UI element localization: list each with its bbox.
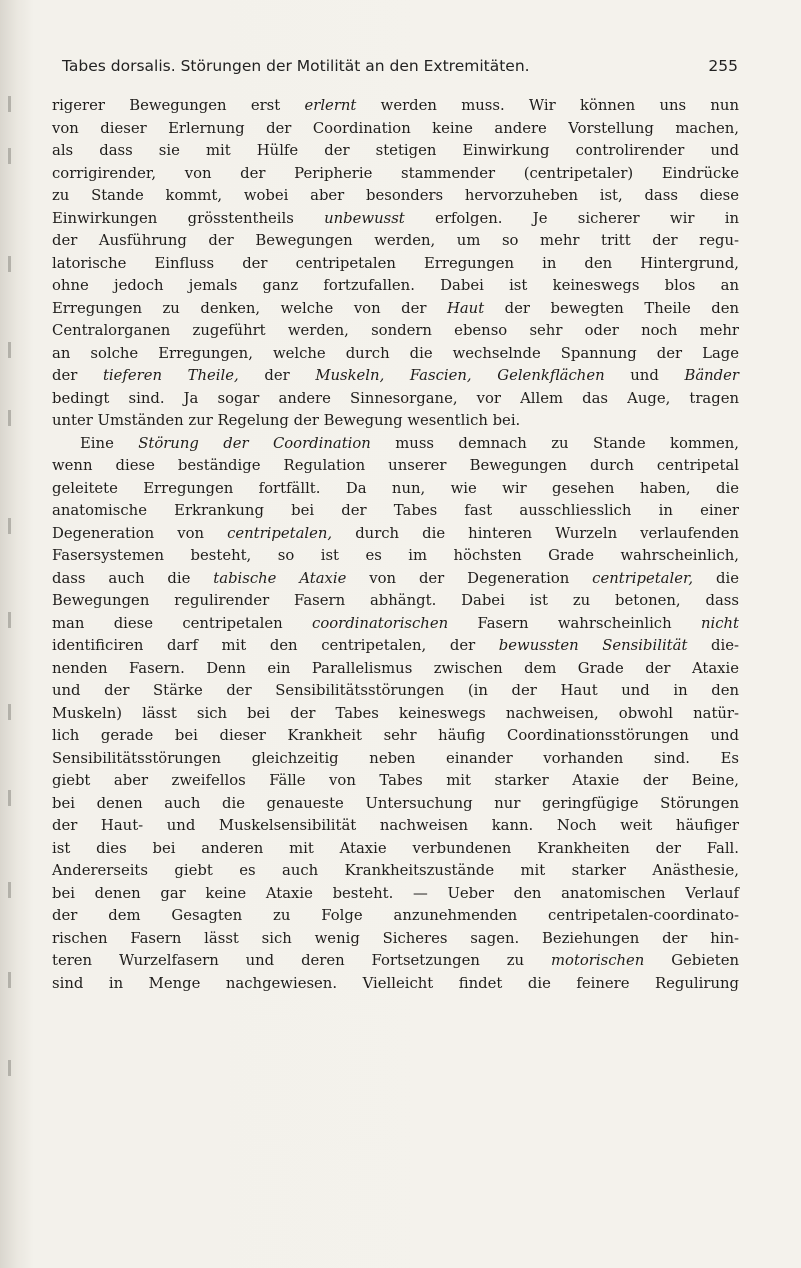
text-line <box>52 590 739 613</box>
emphasized-text: tieferen Theile, <box>102 367 239 384</box>
emphasized-text: unbewusst <box>324 209 405 227</box>
page-number: 255 <box>708 57 738 75</box>
text-segment: bedingt sind. Ja sogar andere Sinnesorgane, vor Allem das Auge, tragen <box>52 389 739 407</box>
text-line <box>52 118 739 141</box>
text-line <box>52 140 739 163</box>
text-line <box>52 950 739 973</box>
text-line <box>52 545 739 568</box>
text-segment: anatomische Erkrankung bei der Tabes fast ausschliesslich in einer <box>52 502 739 519</box>
text-line <box>52 230 739 253</box>
text-line <box>52 388 739 411</box>
text-line <box>52 523 739 546</box>
text-segment: und der Stärke der Sensibilitätsstörungen (in der Haut und in den <box>52 682 739 699</box>
text-segment: der <box>238 367 316 384</box>
emphasized-text: Haut <box>446 299 485 317</box>
text-line <box>52 343 739 366</box>
text-segment: lich gerade bei dieser Krankheit sehr häufig Coordinationsstörungen und <box>52 727 739 744</box>
text-line <box>52 613 739 636</box>
text-segment: die- <box>687 637 739 654</box>
text-line <box>52 793 739 816</box>
page-binding-edge <box>0 0 34 1268</box>
text-segment: der <box>52 367 103 384</box>
emphasized-text: centripetalen, <box>227 524 333 542</box>
text-segment: rischen Fasern lässt sich wenig Sicheres sagen. Beziehungen der hin- <box>52 929 739 947</box>
text-segment: werden muss. Wir können uns nun <box>356 97 739 114</box>
text-segment: giebt aber zweifellos Fälle von Tabes mit starker Ataxie der Beine, <box>52 772 739 789</box>
text-segment: Bewegungen regulirender Fasern abhängt. Dabei ist zu betonen, dass <box>52 592 739 609</box>
text-segment: Fasersystemen besteht, so ist es im höchsten Grade wahrscheinlich, <box>52 547 739 564</box>
text-segment: Eine <box>80 434 139 452</box>
text-segment: Einwirkungen grösstentheils <box>52 209 325 227</box>
text-line <box>52 298 739 321</box>
text-segment: sind in Menge nachgewiesen. Vielleicht findet die feinere Regulirung <box>52 974 739 992</box>
body-text <box>52 95 739 995</box>
text-segment: Fasern wahrscheinlich <box>448 614 701 632</box>
text-segment: Sensibilitätsstörungen gleichzeitig neben einander vorhanden sind. Es <box>52 749 739 767</box>
text-segment: als dass sie mit Hülfe der stetigen Einwirkung controlirender und <box>52 142 739 159</box>
text-segment: durch die hinteren Wurzeln verlaufenden <box>332 524 739 542</box>
text-segment: dass auch die <box>52 569 214 587</box>
text-segment: wenn diese beständige Regulation unserer Bewegungen durch centripetal <box>52 457 739 474</box>
text-line <box>52 478 739 501</box>
text-segment: von dieser Erlernung der Coordination keine andere Vorstellung machen, <box>52 119 739 137</box>
text-line <box>52 770 739 793</box>
text-segment: Muskeln) lässt sich bei der Tabes keineswegs nachweisen, obwohl natür- <box>52 704 739 722</box>
text-segment: rigerer Bewegungen erst <box>52 97 305 114</box>
text-line <box>52 500 739 523</box>
text-segment: Centralorganen zugeführt werden, sondern ebenso sehr oder noch mehr <box>52 322 739 339</box>
text-segment: der Haut- und Muskelsensibilität nachweisen kann. Noch weit häufiger <box>52 817 739 834</box>
text-segment: geleitete Erregungen fortfällt. Da nun, wie wir gesehen haben, die <box>52 479 739 497</box>
text-segment: Andererseits giebt es auch Krankheitszustände mit starker Anästhesie, <box>52 862 739 879</box>
text-line <box>52 320 739 343</box>
text-line <box>52 703 739 726</box>
text-segment: von der Degeneration <box>346 569 593 587</box>
text-segment: muss demnach zu Stande kommen, <box>370 434 739 452</box>
text-line <box>52 253 739 276</box>
emphasized-text: bewussten Sensibilität <box>498 637 688 654</box>
running-header-title: Tabes dorsalis. Störungen der Motilität an den Extremitäten. <box>62 57 530 75</box>
emphasized-text: motorischen <box>551 952 645 969</box>
emphasized-text: Muskeln, Fascien, Gelenkflächen <box>315 367 605 384</box>
text-segment: Degeneration von <box>52 524 228 542</box>
emphasized-text: nicht <box>700 614 739 632</box>
text-line <box>52 275 739 298</box>
text-line <box>52 860 739 883</box>
emphasized-text: tabische Ataxie <box>213 569 347 587</box>
text-line <box>52 748 739 771</box>
text-line <box>52 455 739 478</box>
text-segment: Erregungen zu denken, welche von der <box>52 299 447 317</box>
text-segment: identificiren darf mit den centripetalen, der <box>52 637 499 654</box>
text-segment: und <box>604 367 685 384</box>
text-line <box>52 163 739 186</box>
text-segment: nenden Fasern. Denn ein Parallelismus zwischen dem Grade der Ataxie <box>52 659 739 677</box>
emphasized-text: Bänder <box>684 367 739 384</box>
text-line <box>52 635 739 658</box>
text-segment: bei denen gar keine Ataxie besteht. — Ueber den anatomischen Verlauf <box>52 884 739 902</box>
text-line <box>52 680 739 703</box>
text-line <box>52 185 739 208</box>
text-line <box>52 568 739 591</box>
text-line <box>52 905 739 928</box>
text-segment: der dem Gesagten zu Folge anzunehmenden centripetalen-coordinato- <box>52 907 739 924</box>
text-line <box>52 973 739 996</box>
emphasized-text: Störung der Coordination <box>138 434 371 452</box>
text-segment: an solche Erregungen, welche durch die wechselnde Spannung der Lage <box>52 344 739 362</box>
text-segment: der bewegten Theile den <box>484 299 740 317</box>
text-segment: corrigirender, von der Peripherie stammender (centripetaler) Eindrücke <box>52 164 739 182</box>
text-segment: ohne jedoch jemals ganz fortzufallen. Dabei ist keineswegs blos an <box>52 277 739 294</box>
text-segment: man diese centripetalen <box>52 614 313 632</box>
emphasized-text: centripetaler, <box>592 569 694 587</box>
text-segment: zu Stande kommt, wobei aber besonders hervorzuheben ist, dass diese <box>52 187 739 204</box>
text-segment: teren Wurzelfasern und deren Fortsetzungen zu <box>52 952 551 969</box>
text-segment: bei denen auch die genaueste Untersuchung nur geringfügige Störungen <box>52 794 739 812</box>
text-line <box>52 815 739 838</box>
emphasized-text: coordinatorischen <box>312 614 449 632</box>
text-segment: der Ausführung der Bewegungen werden, um so mehr tritt der regu- <box>52 232 739 249</box>
text-segment: unter Umständen zur Regelung der Bewegung wesentlich bei. <box>52 412 521 429</box>
text-segment: latorische Einfluss der centripetalen Erregungen in den Hintergrund, <box>52 254 739 272</box>
text-line <box>52 410 739 433</box>
text-line <box>52 433 739 456</box>
text-line <box>52 928 739 951</box>
text-line <box>52 365 739 388</box>
text-line <box>52 725 739 748</box>
text-segment: erfolgen. Je sicherer wir in <box>404 209 739 227</box>
emphasized-text: erlernt <box>304 97 357 114</box>
text-line <box>52 838 739 861</box>
text-segment: Gebieten <box>644 952 739 969</box>
text-line <box>52 883 739 906</box>
text-segment: ist dies bei anderen mit Ataxie verbundenen Krankheiten der Fall. <box>52 839 739 857</box>
running-header <box>62 57 738 81</box>
text-line <box>52 208 739 231</box>
text-line <box>52 658 739 681</box>
text-segment: die <box>693 569 739 587</box>
text-line <box>52 95 739 118</box>
